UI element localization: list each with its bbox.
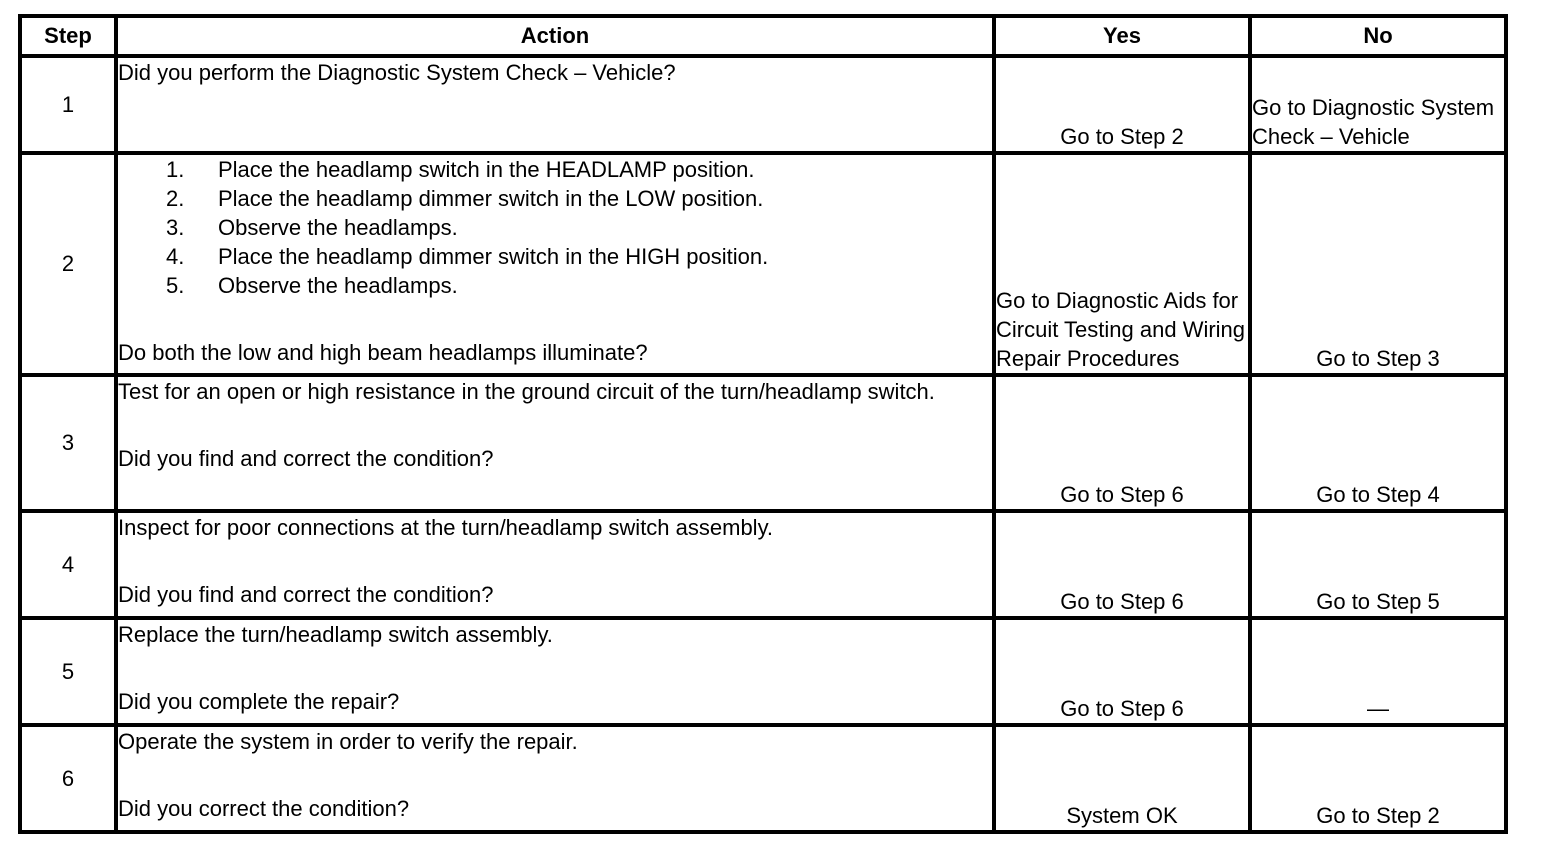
table-row [20, 511, 1506, 618]
step-number: 1 [20, 56, 116, 153]
action-question: Did you correct the condition? [118, 796, 410, 821]
list-item: 4. Place the headlamp dimmer switch in the HIGH position. [166, 244, 769, 269]
step-number: 6 [20, 725, 116, 832]
step-number: 5 [20, 618, 116, 725]
table-row [20, 618, 1506, 725]
yes-cell: Go to Step 6 [994, 375, 1250, 511]
no-cell: Go to Step 4 [1250, 375, 1506, 511]
action-question: Do both the low and high beam headlamps illuminate? [118, 340, 648, 365]
yes-cell: System OK [994, 725, 1250, 832]
action-question: Did you find and correct the condition? [118, 582, 494, 607]
header-action: Action [116, 16, 994, 56]
list-item: 5. Observe the headlamps. [166, 273, 458, 298]
action-question: Did you find and correct the condition? [118, 446, 494, 471]
list-item: 3. Observe the headlamps. [166, 215, 458, 240]
table-row [20, 375, 1506, 511]
action-question: Did you complete the repair? [118, 689, 400, 714]
procedure-list [118, 155, 992, 300]
no-cell: Go to Step 3 [1250, 153, 1506, 375]
table-row [20, 153, 1506, 375]
action-text: Did you perform the Diagnostic System Check – Vehicle? [118, 60, 676, 85]
no-cell: — [1250, 618, 1506, 725]
action-cell [116, 375, 994, 511]
header-step: Step [20, 16, 116, 56]
action-text: Operate the system in order to verify the repair. [118, 729, 578, 754]
list-item: 1. Place the headlamp switch in the HEADLAMP position. [166, 157, 755, 182]
action-text: Test for an open or high resistance in the ground circuit of the turn/headlamp switch. [118, 379, 935, 404]
action-cell [116, 153, 994, 375]
step-number: 2 [20, 153, 116, 375]
no-cell: Go to Diagnostic System Check – Vehicle [1250, 56, 1506, 153]
header-yes: Yes [994, 16, 1250, 56]
table-row [20, 56, 1506, 153]
action-text: Replace the turn/headlamp switch assembly. [118, 622, 553, 647]
yes-cell: Go to Step 6 [994, 618, 1250, 725]
header-no: No [1250, 16, 1506, 56]
action-cell [116, 511, 994, 618]
diagnostic-page [18, 14, 1508, 834]
step-number: 3 [20, 375, 116, 511]
action-cell [116, 618, 994, 725]
yes-cell: Go to Diagnostic Aids for Circuit Testing and Wiring Repair Procedures [994, 153, 1250, 375]
table-row [20, 725, 1506, 832]
action-cell [116, 725, 994, 832]
step-number: 4 [20, 511, 116, 618]
diagnostic-table [18, 14, 1508, 834]
action-cell [116, 56, 994, 153]
action-text: Inspect for poor connections at the turn/headlamp switch assembly. [118, 515, 774, 540]
header-row [20, 16, 1506, 56]
yes-cell: Go to Step 6 [994, 511, 1250, 618]
no-cell: Go to Step 5 [1250, 511, 1506, 618]
yes-cell: Go to Step 2 [994, 56, 1250, 153]
list-item: 2. Place the headlamp dimmer switch in the LOW position. [166, 186, 764, 211]
no-cell: Go to Step 2 [1250, 725, 1506, 832]
